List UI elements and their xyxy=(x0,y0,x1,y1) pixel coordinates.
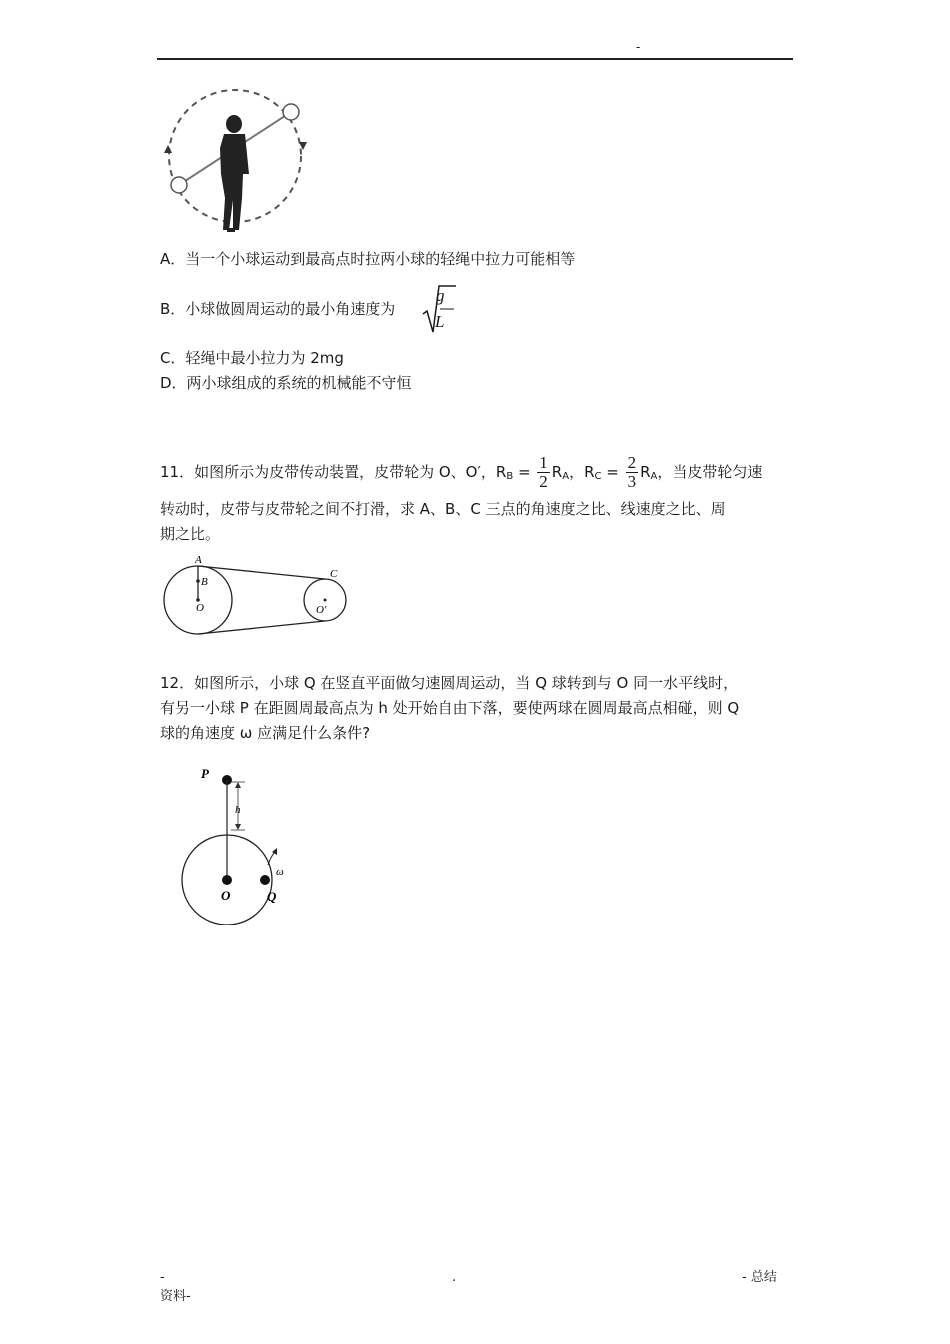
fig11-label-c: C xyxy=(330,568,338,580)
belt-drive-figure xyxy=(155,550,355,640)
footer-center: . xyxy=(452,1270,457,1285)
footer-bottom: 资料- xyxy=(160,1289,191,1304)
q12-line1: 12．如图所示，小球 Q 在竖直平面做匀速圆周运动，当 Q 球转到与 O 同一水平线时， xyxy=(160,674,739,692)
option-c: C．轻绳中最小拉力为 2mg xyxy=(160,349,344,367)
fraction-two-thirds: $\frac{2}{3}$ xyxy=(627,453,637,491)
header-rule xyxy=(157,58,793,60)
fig11-label-o2: O′ xyxy=(316,604,327,616)
fig12-label-q: Q xyxy=(267,889,277,904)
circular-motion-figure xyxy=(175,760,315,925)
q11-line1: 11．如图所示为皮带传动装置，皮带轮为 O、O′，$R_B$ = $\frac{1}{2}$ $R_A$，$R_C$ = $\frac{2}{3}$ $R_A$，当皮带轮匀速 xyxy=(160,453,763,491)
fig11-label-b: B xyxy=(201,576,208,588)
fig12-label-o: O xyxy=(221,888,231,903)
option-b-text: B．小球做圆周运动的最小角速度为 xyxy=(160,300,396,318)
fig12-label-omega: ω xyxy=(276,866,284,878)
fig11-label-a: A xyxy=(195,554,202,566)
q12-line2: 有另一小球 P 在距圆周最高点为 h 处开始自由下落，要使两球在圆周最高点相碰，则 Q xyxy=(160,699,740,717)
fig12-label-h: h xyxy=(235,804,241,816)
q11-line2: 转动时，皮带与皮带轮之间不打滑，求 A、B、C 三点的角速度之比、线速度之比、周 xyxy=(160,500,726,518)
header-mark: - xyxy=(636,40,641,54)
swinging-balls-figure xyxy=(155,78,315,238)
sqrt-denominator: L xyxy=(435,312,445,331)
fig12-label-p: P xyxy=(201,766,209,781)
footer-left: - xyxy=(160,1270,165,1285)
fig11-label-o: O xyxy=(196,602,204,614)
sqrt-numerator: g xyxy=(436,286,445,305)
option-d: D．两小球组成的系统的机械能不守恒 xyxy=(160,374,412,392)
footer-right: - 总结 xyxy=(742,1270,777,1285)
option-a: A．当一个小球运动到最高点时拉两小球的轻绳中拉力可能相等 xyxy=(160,250,576,268)
option-b xyxy=(160,298,395,320)
q11-line3: 期之比。 xyxy=(160,525,221,543)
fraction-one-half: $\frac{1}{2}$ xyxy=(539,453,548,491)
q12-line3: 球的角速度 ω 应满足什么条件? xyxy=(160,724,371,742)
